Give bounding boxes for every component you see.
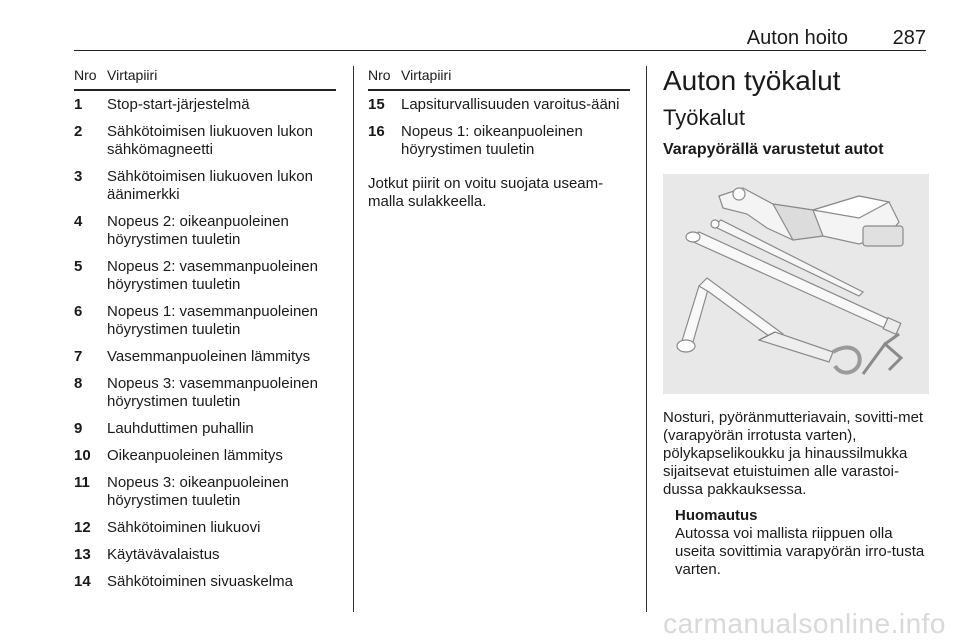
circuit-number: 2 — [74, 123, 83, 140]
column-divider — [353, 66, 354, 612]
circuit-name: Sähkötoiminen sivuaskelma — [107, 573, 293, 590]
circuit-number: 9 — [74, 420, 83, 437]
page-header — [74, 22, 926, 51]
circuit-name: Nopeus 1: vasemmanpuoleinen höyrystimen tuuletin — [107, 303, 318, 338]
table-row — [74, 163, 336, 208]
fuse-note: Jotkut piirit on voitu suojata useam-malla sulakkeella. — [368, 175, 604, 210]
circuit-name: Stop-start-järjestelmä — [107, 96, 250, 113]
circuit-number: 15 — [368, 96, 385, 113]
circuit-name: Oikeanpuoleinen lämmitys — [107, 447, 283, 464]
table-row — [74, 208, 336, 253]
circuit-number: 4 — [74, 213, 83, 230]
circuit-number: 13 — [74, 546, 91, 563]
circuit-number: 16 — [368, 123, 385, 140]
circuit-number: 5 — [74, 258, 83, 275]
circuit-name: Nopeus 1: oikeanpuoleinen höyrystimen tuuletin — [401, 123, 583, 158]
circuit-name: Lauhduttimen puhallin — [107, 420, 254, 437]
tools-section — [663, 64, 929, 579]
subheading: Työkalut — [663, 105, 745, 130]
circuit-name: Sähkötoimisen liukuoven lukon äänimerkki — [107, 168, 313, 203]
table-row — [74, 568, 336, 595]
circuit-number: 11 — [74, 474, 90, 491]
circuit-number: 14 — [74, 573, 91, 590]
col-header-nro: Nro — [74, 66, 107, 90]
watermark: carmanualsonline.info — [663, 608, 946, 639]
circuit-name: Lapsiturvallisuuden varoitus-ääni — [401, 96, 620, 113]
circuit-name: Nopeus 2: oikeanpuoleinen höyrystimen tuuletin — [107, 213, 289, 248]
circuit-number: 8 — [74, 375, 83, 392]
table-row — [74, 469, 336, 514]
circuit-name: Vasemmanpuoleinen lämmitys — [107, 348, 311, 365]
fuse-table-1-body — [74, 90, 336, 595]
circuit-number: 6 — [74, 303, 83, 320]
col-header-virtapiiri: Virtapiiri — [107, 66, 336, 90]
table-row — [74, 298, 336, 343]
table-row — [74, 370, 336, 415]
circuit-name: Käytävävalaistus — [107, 546, 220, 563]
subsubheading: Varapyörällä varustetut autot — [663, 141, 884, 158]
notice-heading: Huomautus — [675, 507, 758, 524]
section-title: Auton hoito — [746, 27, 848, 49]
circuit-name: Nopeus 3: vasemmanpuoleinen höyrystimen tuuletin — [107, 375, 318, 410]
notice-box — [675, 507, 929, 579]
fuse-table-column-2 — [368, 66, 630, 211]
section-heading: Auton työkalut — [663, 65, 841, 96]
circuit-number: 3 — [74, 168, 83, 185]
fuse-table-2 — [368, 66, 630, 163]
column-divider — [646, 66, 647, 612]
table-row — [368, 90, 630, 118]
notice-body: Autossa voi mallista riippuen olla useita sovittimia varapyörän irro-tusta varten. — [675, 525, 925, 578]
circuit-name: Sähkötoiminen liukuovi — [107, 519, 261, 536]
table-row — [74, 253, 336, 298]
col-header-virtapiiri: Virtapiiri — [401, 66, 630, 90]
fuse-table-2-body — [368, 90, 630, 163]
circuit-number: 1 — [74, 96, 83, 113]
table-row — [74, 514, 336, 541]
col-header-nro: Nro — [368, 66, 401, 90]
tools-illustration — [663, 174, 929, 394]
table-row — [74, 415, 336, 442]
circuit-number: 7 — [74, 348, 83, 365]
table-row — [74, 343, 336, 370]
circuit-name: Sähkötoimisen liukuoven lukon sähkömagneetti — [107, 123, 313, 158]
fuse-table-column-1 — [74, 66, 336, 595]
page-number: 287 — [892, 27, 926, 49]
table-row — [74, 90, 336, 118]
table-row — [74, 442, 336, 469]
circuit-name: Nopeus 2: vasemmanpuoleinen höyrystimen tuuletin — [107, 258, 318, 293]
table-row — [74, 541, 336, 568]
table-row — [368, 118, 630, 163]
fuse-table-1 — [74, 66, 336, 595]
circuit-number: 10 — [74, 447, 91, 464]
table-row — [74, 118, 336, 163]
tools-description: Nosturi, pyöränmutteriavain, sovitti-met (varapyörän irrotusta varten), pölykapselikoukku ja hinaussilmukka sijaitsevat etuistuimen alle varastoi-dussa pakkauksessa. — [663, 409, 924, 498]
circuit-number: 12 — [74, 519, 91, 536]
circuit-name: Nopeus 3: oikeanpuoleinen höyrystimen tuuletin — [107, 474, 289, 509]
